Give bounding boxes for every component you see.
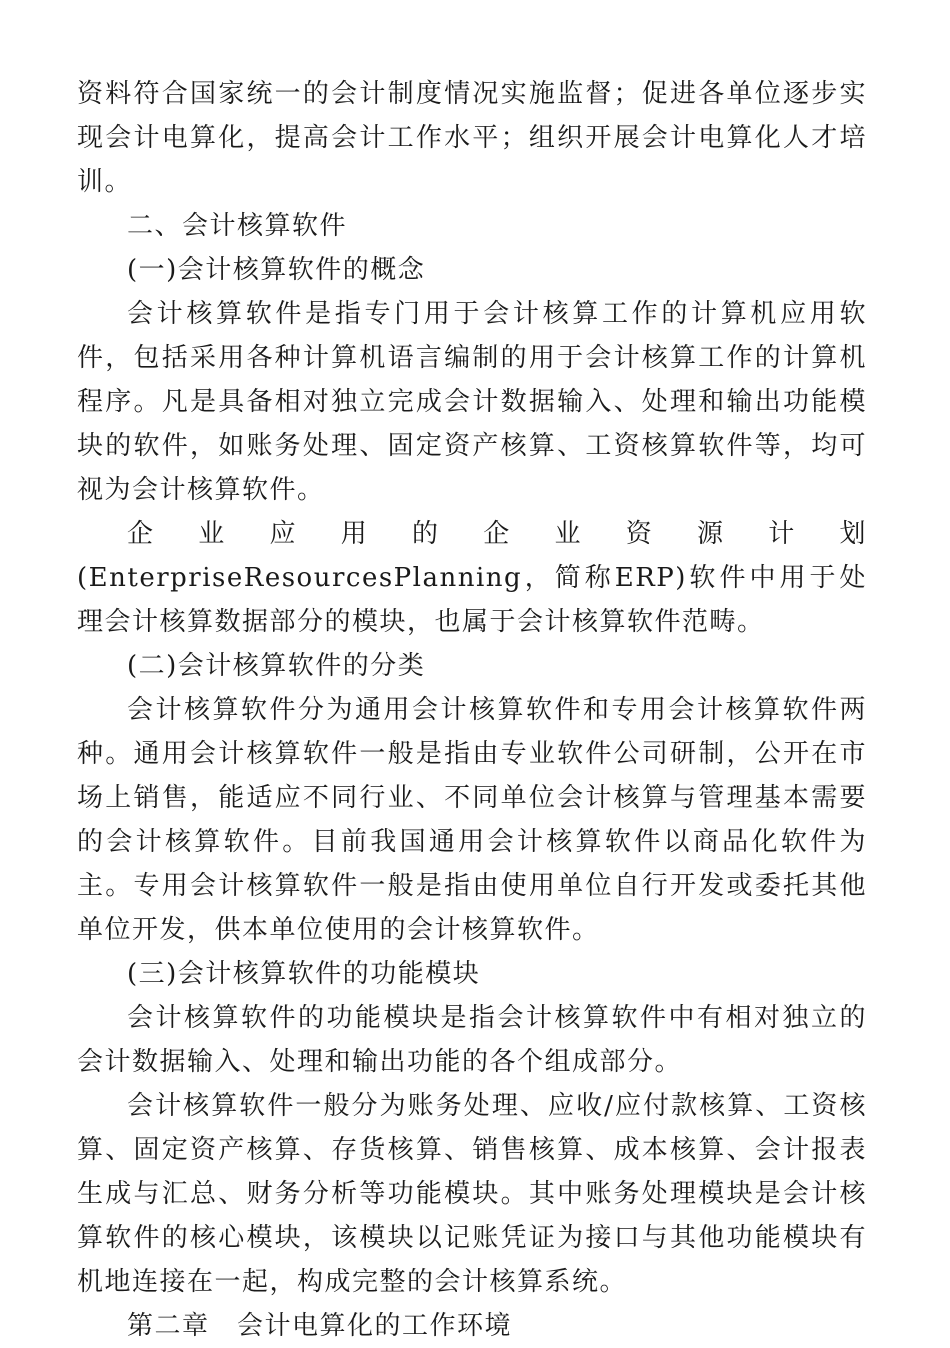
section-heading: 二、会计核算软件 (127, 211, 348, 241)
subsection-heading: (三)会计核算软件的功能模块 (127, 959, 481, 989)
paragraph: 企业应用的企业资源计划(EnterpriseResourcesPlanning，简称ERP)软件中用于处理会计核算数据部分的模块，也属于会计核算软件范畴。 (77, 519, 867, 637)
paragraph: 会计核算软件一般分为账务处理、应收/应付款核算、工资核算、固定资产核算、存货核算、销售核算、成本核算、会计报表生成与汇总、财务分析等功能模块。其中账务处理模块是会计核算软件的核心模块，该模块以记账凭证为接口与其他功能模块有机地连接在一起，构成完整的会计核算系统。 (77, 1091, 867, 1297)
paragraph-continuation: 资料符合国家统一的会计制度情况实施监督；促进各单位逐步实现会计电算化，提高会计工作水平；组织开展会计电算化人才培训。 (77, 79, 867, 197)
paragraph: 会计核算软件是指专门用于会计核算工作的计算机应用软件，包括采用各种计算机语言编制的用于会计核算工作的计算机程序。凡是具备相对独立完成会计数据输入、处理和输出功能模块的软件，如账务处理、固定资产核算、工资核算软件等，均可视为会计核算软件。 (77, 299, 867, 505)
subsection-heading: (二)会计核算软件的分类 (127, 651, 426, 681)
paragraph: 会计核算软件分为通用会计核算软件和专用会计核算软件两种。通用会计核算软件一般是指由专业软件公司研制，公开在市场上销售，能适应不同行业、不同单位会计核算与管理基本需要的会计核算软件。目前我国通用会计核算软件以商品化软件为主。专用会计核算软件一般是指由使用单位自行开发或委托其他单位开发，供本单位使用的会计核算软件。 (77, 695, 867, 945)
paragraph: 会计核算软件的功能模块是指会计核算软件中有相对独立的会计数据输入、处理和输出功能的各个组成部分。 (77, 1003, 867, 1077)
subsection-heading: (一)会计核算软件的概念 (127, 255, 426, 285)
document-body (77, 72, 867, 1348)
chapter-heading: 第二章 会计电算化的工作环境 (127, 1311, 513, 1341)
